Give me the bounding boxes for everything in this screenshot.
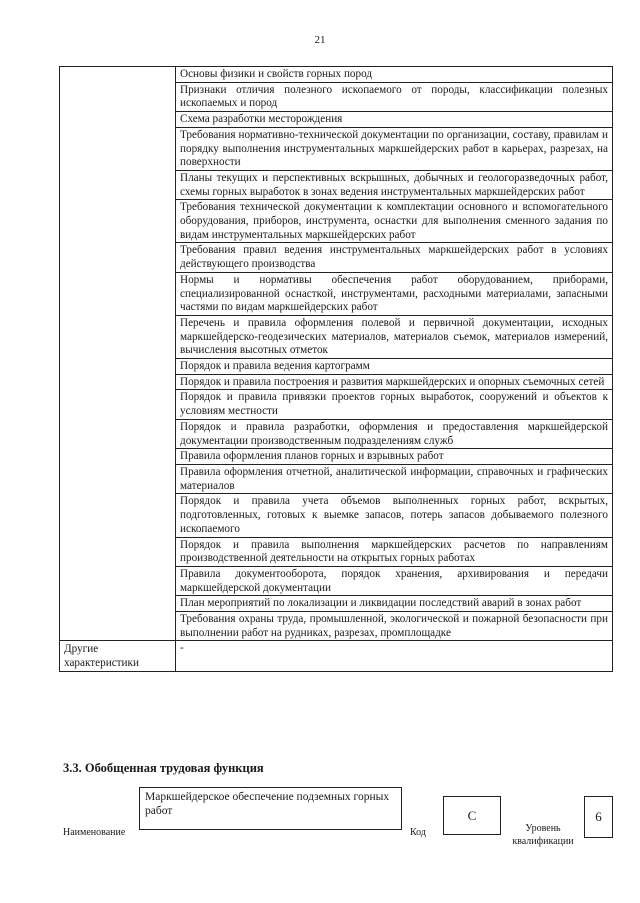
function-name-value: Маркшейдерское обеспечение подземных горных работ xyxy=(139,787,402,830)
code-label: Код xyxy=(410,827,426,838)
requirements-table xyxy=(59,66,613,672)
other-characteristics-value: - xyxy=(176,641,613,671)
page-number: 21 xyxy=(314,34,326,46)
knowledge-item: Порядок и правила выполнения маркшейдерских расчетов по направлениям производственной деятельности на открытых горных работах xyxy=(176,537,613,566)
level-value: 6 xyxy=(584,796,613,838)
code-value: C xyxy=(443,796,501,835)
knowledge-item: Порядок и правила построения и развития маркшейдерских и опорных съемочных сетей xyxy=(176,374,613,390)
knowledge-item: Схема разработки месторождения xyxy=(176,112,613,128)
knowledge-label-cell xyxy=(60,67,176,641)
section-title: 3.3. Обобщенная трудовая функция xyxy=(63,761,264,775)
level-label: Уровень квалификации xyxy=(512,823,574,847)
knowledge-item: Правила оформления планов горных и взрывных работ xyxy=(176,449,613,465)
knowledge-item: Нормы и нормативы обеспечения работ оборудованием, приборами, специализированной оснасткой, инструментами, расходными материалами, запасными частями по видам маркшейдерских работ xyxy=(176,272,613,315)
knowledge-item: Требования правил ведения инструментальных маркшейдерских работ в условиях действующего производства xyxy=(176,243,613,272)
knowledge-item: Требования охраны труда, промышленной, экологической и пожарной безопасности при выполнении работ на рудниках, разрезах, промплощадке xyxy=(176,612,613,641)
table-row xyxy=(60,67,613,83)
knowledge-item: Порядок и правила привязки проектов горных выработок, сооружений и объектов к условиям местности xyxy=(176,390,613,419)
knowledge-item: Основы физики и свойств горных пород xyxy=(176,67,613,83)
name-label: Наименование xyxy=(63,827,126,838)
knowledge-item: Порядок и правила учета объемов выполненных горных работ, вскрытых, подготовленных, готовых к выемке запасов, потерь запасов добываемого полезного ископаемого xyxy=(176,494,613,537)
knowledge-item: План мероприятий по локализации и ликвидации последствий аварий в зонах работ xyxy=(176,596,613,612)
knowledge-item: Признаки отличия полезного ископаемого от породы, классификации полезных ископаемых и пород xyxy=(176,82,613,111)
knowledge-item: Планы текущих и перспективных вскрышных, добычных и геологоразведочных работ, схемы горных выработок в зонах ведения инструментальных маркшейдерских работ xyxy=(176,170,613,199)
knowledge-item: Порядок и правила ведения картограмм xyxy=(176,359,613,375)
knowledge-item: Требования нормативно-технической документации по организации, составу, правилам и порядку выполнения инструментальных маркшейдерских работ в карьерах, разрезах, на поверхности xyxy=(176,127,613,170)
knowledge-item: Требования технической документации к комплектации основного и вспомогательного оборудования, приборов, инструмента, оснастки для выполнения сменного задания по видам инструментальных маркшейдерских работ xyxy=(176,200,613,243)
other-characteristics-label: Другие характеристики xyxy=(60,641,176,671)
knowledge-item: Правила документооборота, порядок хранения, архивирования и передачи маркшейдерской документации xyxy=(176,566,613,595)
table-row xyxy=(60,641,613,671)
knowledge-item: Перечень и правила оформления полевой и первичной документации, исходных маркшейдерско-геодезических материалов, материалов съемок, материалов измерений, вычисления высотных отметок xyxy=(176,315,613,358)
knowledge-item: Порядок и правила разработки, оформления и предоставления маркшейдерской документации производственным подразделениям служб xyxy=(176,419,613,448)
knowledge-item: Правила оформления отчетной, аналитической информации, справочных и графических материалов xyxy=(176,464,613,493)
